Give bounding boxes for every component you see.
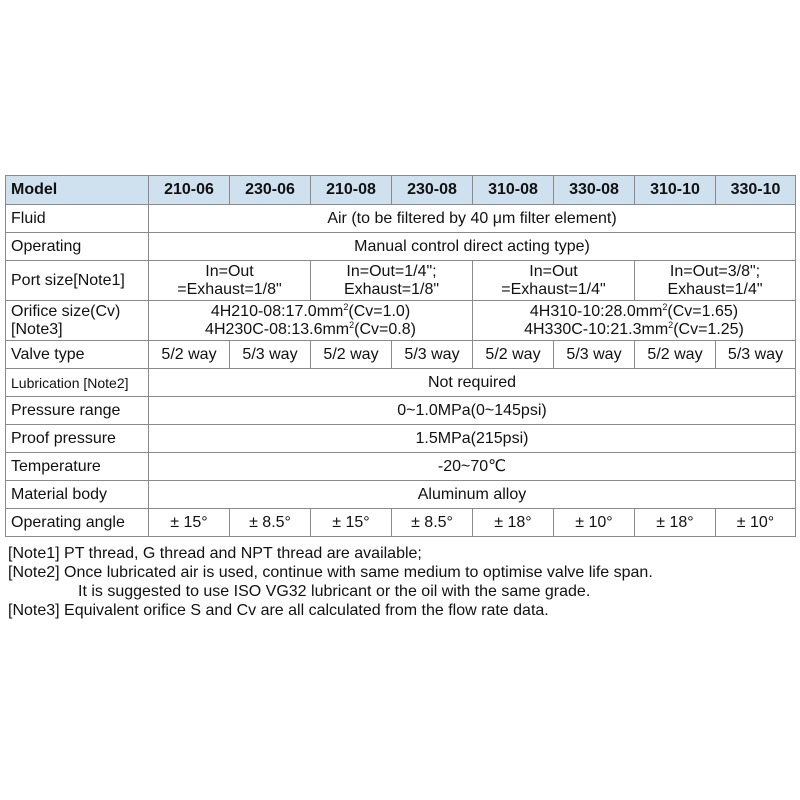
orifice-label-line1: Orifice size(Cv) — [11, 302, 121, 320]
orifice-label — [6, 301, 149, 341]
note-2-continued: It is suggested to use ISO VG32 lubricant or the oil with the same grade. — [78, 583, 591, 600]
model-230-08: 230-08 — [392, 176, 473, 205]
model-210-06: 210-06 — [149, 176, 230, 205]
operating-angle-label: Operating angle — [6, 509, 149, 537]
lubrication-row — [6, 369, 796, 397]
proof-pressure-value: 1.5MPa(215psi) — [149, 425, 796, 453]
header-row — [6, 176, 796, 205]
proof-pressure-row — [6, 425, 796, 453]
operating-angle-value: ± 8.5° — [392, 509, 473, 537]
pressure-range-row — [6, 397, 796, 425]
orifice-left-line1: $4H210-08:17.0mm^2(Cv=1.0)$ — [210, 301, 411, 320]
operating-angle-value: ± 8.5° — [230, 509, 311, 537]
port-size-line1: In=Out=1/4"; — [346, 262, 437, 280]
material-row — [6, 481, 796, 509]
port-size-cell — [635, 261, 796, 301]
lubrication-value: Not required — [149, 369, 796, 397]
note-2: [Note2] Once lubricated air is used, continue with same medium to optimise valve life span. — [8, 564, 653, 581]
valve-type-value: 5/3 way — [716, 341, 796, 369]
valve-type-value: 5/3 way — [554, 341, 635, 369]
material-value: Aluminum alloy — [149, 481, 796, 509]
port-size-line2: Exhaust=1/8" — [343, 280, 440, 298]
port-size-line2: Exhaust=1/4" — [667, 280, 763, 298]
port-size-cell — [311, 261, 473, 301]
port-size-label: Port size[Note1] — [6, 261, 149, 301]
header-label: Model — [6, 176, 149, 205]
operating-value: Manual control direct acting type) — [149, 233, 796, 261]
valve-type-row — [6, 341, 796, 369]
note-3: [Note3] Equivalent orifice S and Cv are all calculated from the flow rate data. — [8, 602, 549, 619]
orifice-row — [6, 301, 796, 341]
lubrication-label: Lubrication [Note2] — [6, 369, 149, 397]
valve-type-value: 5/3 way — [392, 341, 473, 369]
operating-row — [6, 233, 796, 261]
operating-angle-value: ± 15° — [311, 509, 392, 537]
model-230-06: 230-06 — [230, 176, 311, 205]
material-label: Material body — [6, 481, 149, 509]
operating-angle-value: ± 15° — [149, 509, 230, 537]
operating-angle-value: ± 18° — [473, 509, 554, 537]
port-size-line2: =Exhaust=1/4" — [501, 280, 606, 298]
pressure-range-value: 0~1.0MPa(0~145psi) — [149, 397, 796, 425]
port-size-line1: In=Out — [205, 262, 254, 280]
spec-table — [5, 175, 796, 537]
orifice-right-cell — [473, 301, 796, 341]
model-310-10: 310-10 — [635, 176, 716, 205]
port-size-row — [6, 261, 796, 301]
fluid-label: Fluid — [6, 205, 149, 233]
model-310-08: 310-08 — [473, 176, 554, 205]
valve-type-value: 5/2 way — [311, 341, 392, 369]
operating-angle-value: ± 10° — [716, 509, 796, 537]
temperature-row — [6, 453, 796, 481]
valve-type-value: 5/2 way — [635, 341, 716, 369]
temperature-value: -20~70℃ — [149, 453, 796, 481]
valve-type-label: Valve type — [6, 341, 149, 369]
port-size-line1: In=Out=3/8"; — [669, 262, 761, 280]
orifice-left-line2: $4H230C-08:13.6mm^2(Cv=0.8)$ — [205, 319, 416, 338]
operating-label: Operating — [6, 233, 149, 261]
model-330-08: 330-08 — [554, 176, 635, 205]
notes-section — [8, 544, 798, 620]
port-size-cell — [473, 261, 635, 301]
orifice-left-cell — [149, 301, 473, 341]
operating-angle-value: ± 10° — [554, 509, 635, 537]
proof-pressure-label: Proof pressure — [6, 425, 149, 453]
pressure-range-label: Pressure range — [6, 397, 149, 425]
orifice-right-line1: $4H310-10:28.0mm^2(Cv=1.65)$ — [529, 301, 739, 320]
port-size-line2: =Exhaust=1/8" — [177, 280, 282, 298]
temperature-label: Temperature — [6, 453, 149, 481]
note-1: [Note1] PT thread, G thread and NPT thread are available; — [8, 545, 422, 562]
model-330-10: 330-10 — [716, 176, 796, 205]
orifice-label-line2: [Note3] — [11, 320, 63, 338]
fluid-value: Air (to be filtered by 40 μm filter element) — [149, 205, 796, 233]
operating-angle-row — [6, 509, 796, 537]
valve-type-value: 5/3 way — [230, 341, 311, 369]
valve-type-value: 5/2 way — [149, 341, 230, 369]
valve-type-value: 5/2 way — [473, 341, 554, 369]
operating-angle-value: ± 18° — [635, 509, 716, 537]
port-size-cell — [149, 261, 311, 301]
fluid-row — [6, 205, 796, 233]
port-size-line1: In=Out — [529, 262, 578, 280]
model-210-08: 210-08 — [311, 176, 392, 205]
orifice-right-line2: $4H330C-10:21.3mm^2(Cv=1.25)$ — [524, 319, 744, 338]
